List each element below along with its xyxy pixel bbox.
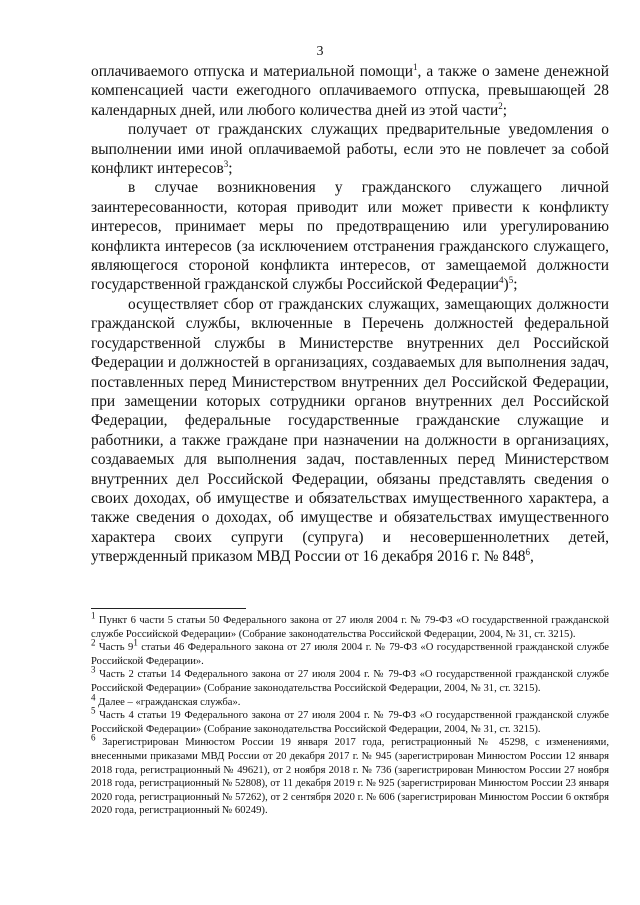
footnote-ref[interactable]: 6 [525, 547, 530, 558]
footnotes [91, 610, 610, 818]
footnote-ref[interactable]: 2 [498, 100, 503, 111]
paragraph-conflict-of-interest: в случае возникновения у гражданского служащего личной заинтересованности, которая приводит или может привести к конфликту интересов, принимает меры по предотвращению или урегулированию конфликта интересов (за исключением отстранения гражданского служащего, являющегося стороной конфликта интересов, от замещаемой должности государственной гражданской службы Российской Федерации$^4$)$^5$; [91, 179, 609, 294]
footnote: $^6$ Зарегистрирован Минюстом России 19 января 2017 года, регистрационный № 45298, с изменениями, внесенными приказами МВД России от 20 декабря 2017 г. № 945 (зарегистрирован Минюстом России 12 января 2018 года, регистрационный № 49621), от 2 ноября 2018 г. № 736 (зарегистрирован Минюстом России 27 ноября 2018 года, регистрационный № 52808), от 11 декабря 2019 г. № 925 (зарегистрирован Минюстом России 23 января 2020 года, регистрационный № 57262), от 2 сентября 2020 г. № 606 (зарегистрирован Минюстом России 6 октября 2020 года, регистрационный № 60249). [91, 732, 609, 817]
page-number: 3 [316, 44, 324, 59]
footnote: $^3$ Часть 2 статьи 14 Федерального закона от 27 июля 2004 г. № 79-ФЗ «О государственной гражданской службе Российской Федерации» (Собрание законодательства Российской Федерации, 2004, № 31, ст. 3215). [91, 664, 609, 694]
footnote-divider [91, 608, 246, 609]
footnote-ref[interactable]: 1 [412, 61, 418, 72]
footnote: $^1$ Пункт 6 части 5 статьи 50 Федерального закона от 27 июля 2004 г. № 79-ФЗ «О государственной гражданской службе Российской Федерации» (Собрание законодательства Российской Федерации, 2004, № 31, ст. 3215). [91, 610, 609, 640]
body-text [91, 62, 609, 567]
paragraph-vacation: оплачиваемого отпуска и материальной помощи$^1$, а также о замене денежной компенсацией части ежегодного оплачиваемого отпуска, превышающей 28 календарных дней, или любого количества дней из этой части$^2$; [91, 61, 609, 119]
footnote: $^4$ Далее – «гражданская служба». [91, 692, 241, 708]
footnote-ref[interactable]: 4 [499, 275, 504, 286]
footnote-ref[interactable]: 5 [508, 275, 514, 286]
paragraph-income-declarations: осуществляет сбор от гражданских служащих, замещающих должности гражданской службы, включенные в Перечень должностей федеральной государственной службы в Министерстве внутренних дел Российской Федерации и должностей в организациях, создаваемых для выполнения задач, поставленных перед Министерством внутренних дел Российской Федерации, при замещении которых сотрудники органов внутренних дел Российской Федерации, федеральные государственные гражданские служащие и работники, а также граждане при назначении на должности в организациях, создаваемых для выполнения задач, поставленных перед Министерством внутренних дел Российской Федерации, обязаны представлять сведения о своих доходах, об имуществе и обязательствах имущественного характера, а также сведения о доходах, об имуществе и обязательствах имущественного характера своих супруги (супруга) и несовершеннолетних детей, утвержденный приказом МВД России от 16 декабря 2016 г. № $848^6$, [91, 295, 609, 566]
footnote: $^5$ Часть 4 статьи 19 Федерального закона от 27 июля 2004 г. № 79-ФЗ «О государственной гражданской службе Российской Федерации» (Собрание законодательства Российской Федерации, 2004, № 31, ст. 3215). [91, 705, 609, 735]
footnote-ref[interactable]: 3 [223, 158, 229, 169]
footnote: $^2$ Часть $9^1$ статьи 46 Федерального закона от 27 июля 2004 г. № 79-ФЗ «О государственной гражданской службе Российской Федерации». [91, 637, 610, 667]
paragraph-notifications: получает от гражданских служащих предварительные уведомления о выполнении ими иной оплачиваемой работы, если это не повлечет за собой конфликт интересов$^3$; [91, 121, 609, 178]
